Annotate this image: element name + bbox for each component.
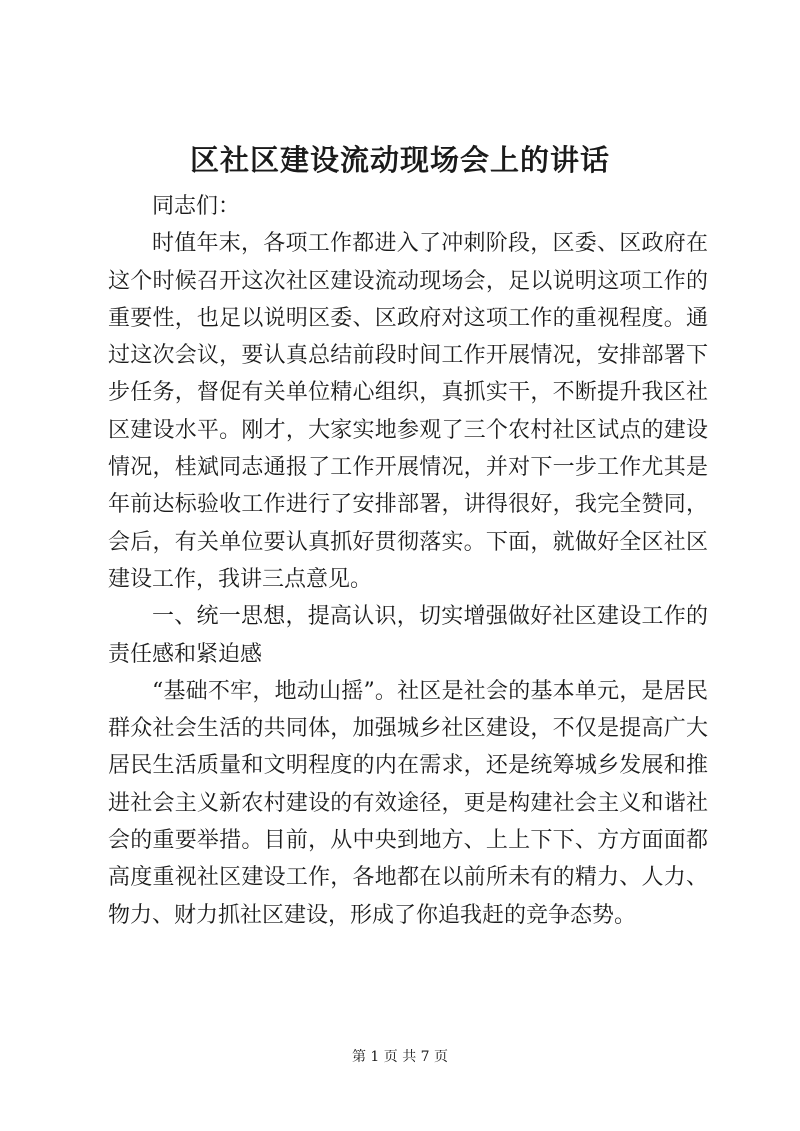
document-body	[108, 188, 708, 934]
document-title: 区社区建设流动现场会上的讲话	[189, 143, 610, 177]
section-heading-paragraph: 一、统一思想，提高认识，切实增强做好社区建设工作的责任感和紧迫感	[108, 604, 708, 667]
salutation-paragraph: 同志们：	[152, 194, 241, 219]
body-paragraph: 时值年末，各项工作都进入了冲刺阶段，区委、区政府在这个时候召开这次社区建设流动现场会，足以说明这项工作的重要性，也足以说明区委、区政府对这项工作的重视程度。通过这次会议，要认真总结前段时间工作开展情况，安排部署下步任务，督促有关单位精心组织，真抓实干，不断提升我区社区建设水平。刚才，大家实地参观了三个农村社区试点的建设情况，桂斌同志通报了工作开展情况，并对下一步工作尤其是年前达标验收工作进行了安排部署，讲得很好，我完全赞同，会后，有关单位要认真抓好贯彻落实。下面，就做好全区社区建设工作，我讲三点意见。	[108, 231, 708, 592]
body-paragraph: “基础不牢，地动山摇”。社区是社会的基本单元，是居民群众社会生活的共同体，加强城乡社区建设，不仅是提高广大居民生活质量和文明程度的内在需求，还是统筹城乡发展和推进社会主义新农村建设的有效途径，更是构建社会主义和谐社会的重要举措。目前，从中央到地方、上上下下、方方面面都高度重视社区建设工作，各地都在以前所未有的精力、人力、物力、财力抓社区建设，形成了你追我赶的竞争态势。	[108, 678, 708, 928]
page-number-footer: 第 1 页 共 7 页	[351, 1049, 449, 1065]
